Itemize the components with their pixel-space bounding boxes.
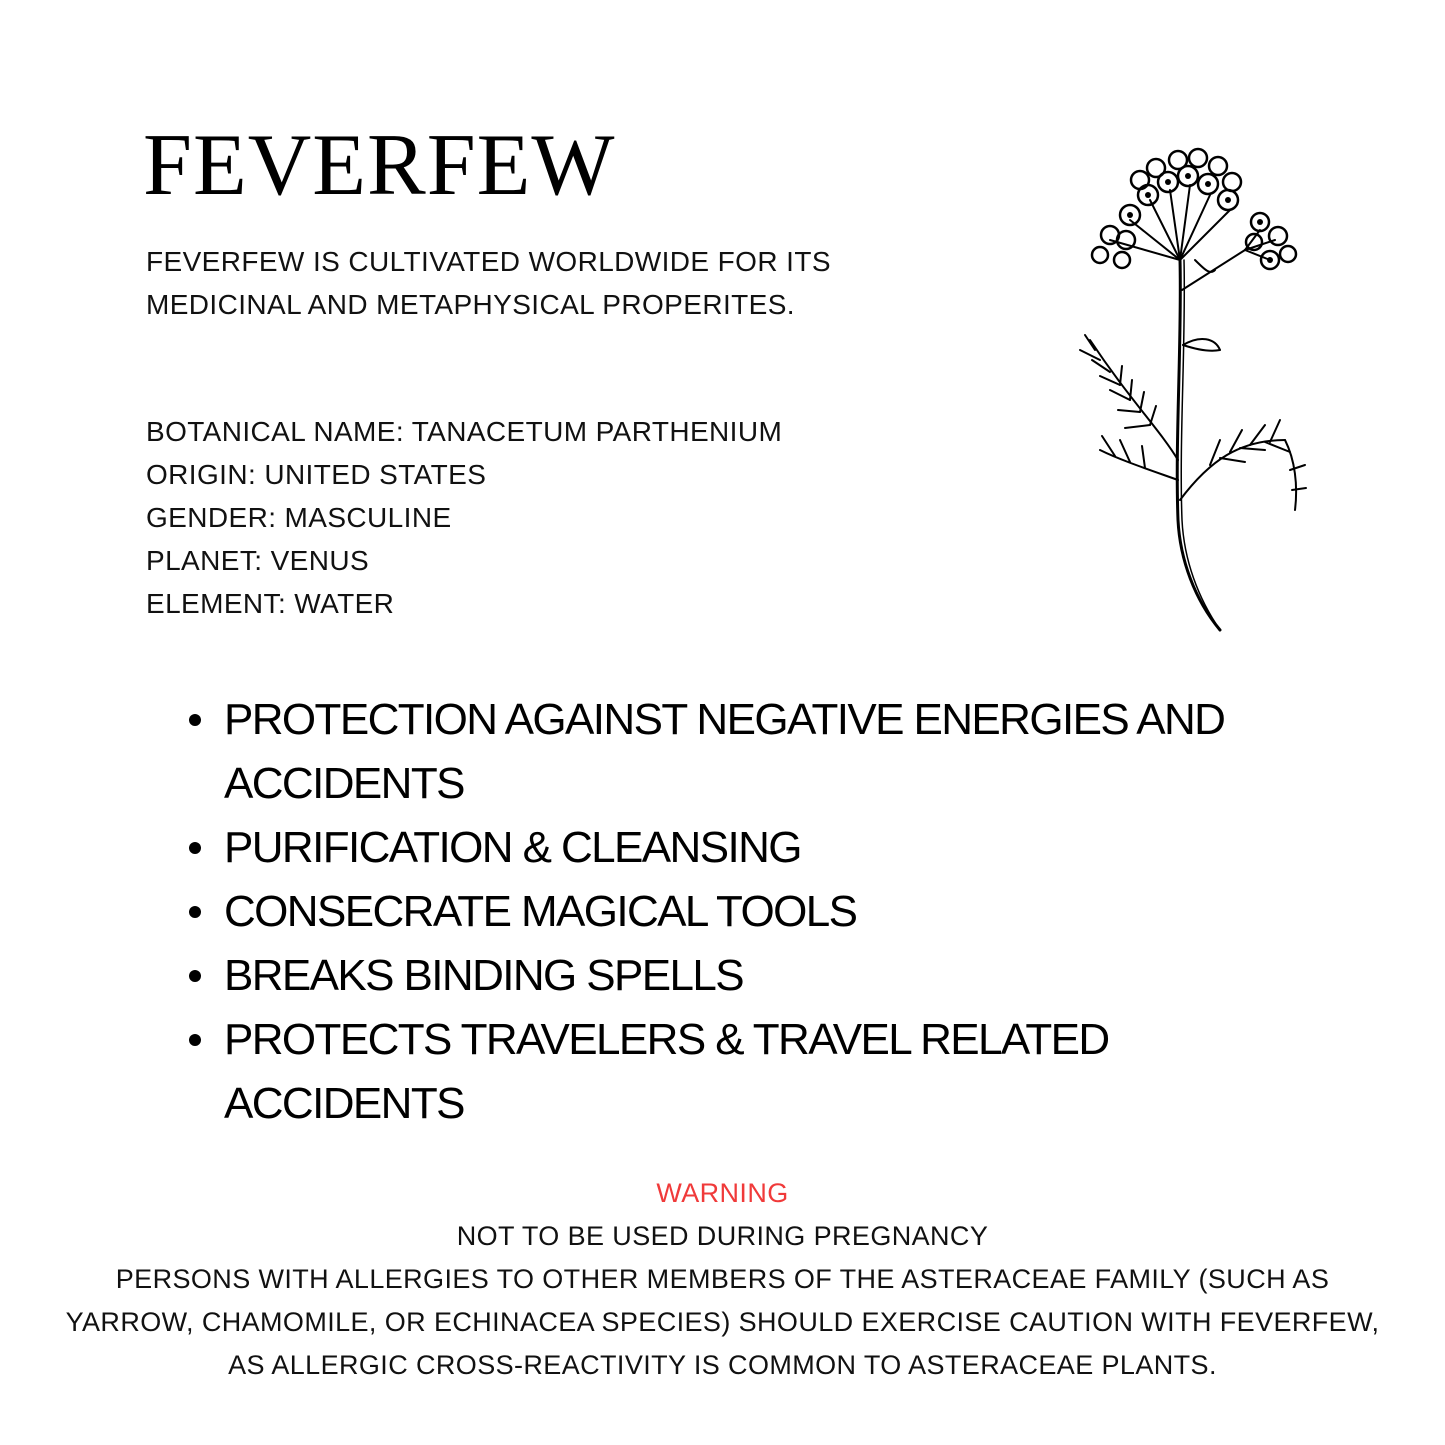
bullet-icon (189, 1034, 201, 1046)
fact-origin: ORIGIN: UNITED STATES (146, 459, 487, 490)
warning-heading: WARNING (656, 1178, 789, 1208)
list-item: CONSECRATE MAGICAL TOOLS (183, 880, 1333, 944)
feverfew-flower-illustration (1070, 140, 1310, 640)
uses-list (183, 688, 1333, 1136)
list-item: PURIFICATION & CLEANSING (183, 816, 1333, 880)
bullet-icon (189, 906, 201, 918)
list-item: PROTECTS TRAVELERS & TRAVEL RELATED ACCIDENTS (183, 1008, 1333, 1136)
bullet-icon (189, 842, 201, 854)
warning-pregnancy: NOT TO BE USED DURING PREGNANCY (456, 1221, 989, 1251)
warning-allergies: PERSONS WITH ALLERGIES TO OTHER MEMBERS OF THE ASTERACEAE FAMILY (SUCH AS YARROW, CHAMOMILE, OR ECHINACEA SPECIES) SHOULD EXERCISE CAUTION WITH FEVERFEW, AS ALLERGIC CROSS-REACTIVITY IS COMMON TO ASTERACEAE PLANTS. (65, 1264, 1380, 1380)
bullet-icon (189, 714, 201, 726)
list-item: PROTECTION AGAINST NEGATIVE ENERGIES AND ACCIDENTS (183, 688, 1333, 816)
page-title: FEVERFEW (143, 117, 616, 214)
fact-element: ELEMENT: WATER (146, 588, 395, 619)
fact-gender: GENDER: MASCULINE (146, 502, 452, 533)
list-item: BREAKS BINDING SPELLS (183, 944, 1333, 1008)
fact-planet: PLANET: VENUS (146, 545, 370, 576)
fact-botanical-name: BOTANICAL NAME: TANACETUM PARTHENIUM (146, 416, 783, 447)
intro-text: FEVERFEW IS CULTIVATED WORLDWIDE FOR ITS MEDICINAL AND METAPHYSICAL PROPERITES. (146, 246, 831, 320)
bullet-icon (189, 970, 201, 982)
facts-list (146, 410, 782, 625)
warning-section (60, 1172, 1385, 1387)
